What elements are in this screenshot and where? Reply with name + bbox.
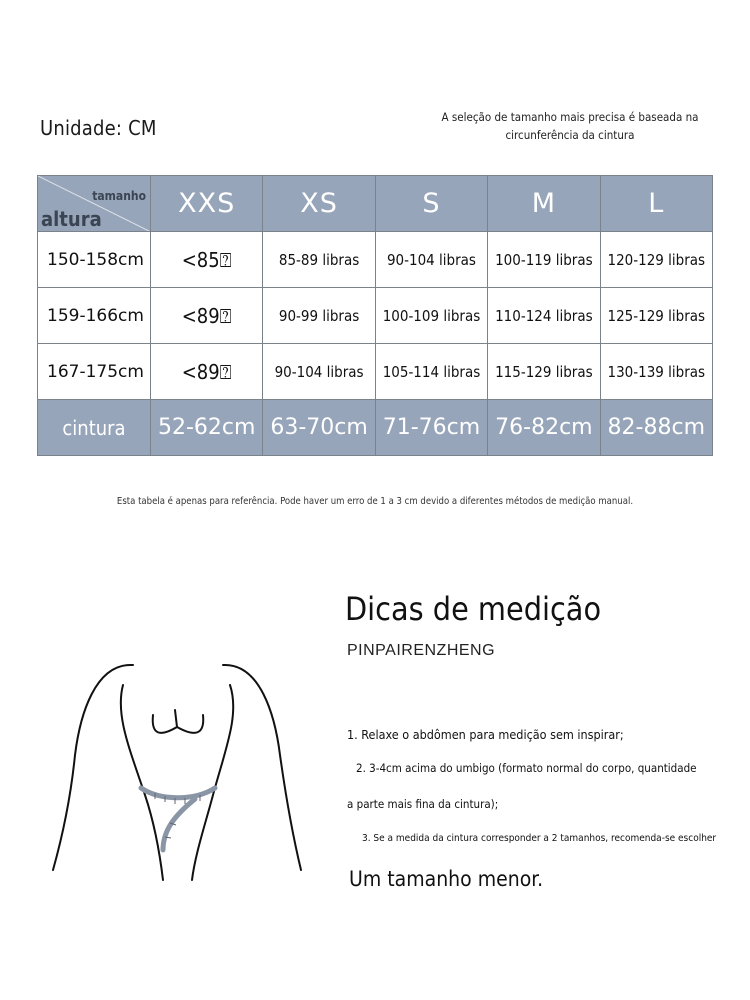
weight-cell: <85⍰ [151, 232, 263, 288]
tip-line-4: Um tamanho menor. [349, 867, 544, 891]
weight-cell: 90-104 libras [263, 344, 375, 400]
left-torso-outline [121, 685, 163, 880]
table-row [38, 344, 713, 400]
height-cell: 159-166cm [38, 288, 151, 344]
size-header-row [38, 176, 713, 232]
chest-outline [153, 715, 204, 733]
size-table [37, 175, 713, 456]
weight-cell: 110-124 libras [488, 288, 600, 344]
reference-note: Esta tabela é apenas para referência. Pode haver um erro de 1 a 3 cm devido a diferentes métodos de medição manual. [116, 496, 634, 507]
size-xs: XS [263, 176, 375, 232]
weight-cell: 125-129 libras [600, 288, 712, 344]
body-measurement-figure [45, 655, 310, 890]
waist-value: 71-76cm [375, 400, 487, 456]
table-row [38, 232, 713, 288]
weight-cell: <89⍰ [151, 344, 263, 400]
weight-cell: 120-129 libras [600, 232, 712, 288]
right-torso-outline [192, 685, 233, 880]
right-arm-outline [223, 665, 301, 870]
table-row [38, 288, 713, 344]
top-note: A seleção de tamanho mais precisa é baseada na circunferência da cintura [441, 110, 699, 142]
waist-row [38, 400, 713, 456]
weight-cell: 130-139 libras [600, 344, 712, 400]
corner-cell [38, 176, 151, 232]
weight-cell: 90-104 libras [375, 232, 487, 288]
weight-cell: 85-89 libras [263, 232, 375, 288]
size-l: L [600, 176, 712, 232]
waist-value: 63-70cm [263, 400, 375, 456]
waist-value: 76-82cm [488, 400, 600, 456]
unit-label: Unidade: CM [40, 116, 157, 140]
tip-line-1: 1. Relaxe o abdômen para medição sem inspirar; [347, 727, 624, 742]
sternum-line [175, 710, 177, 727]
corner-height-label: altura [41, 207, 102, 231]
tips-title: Dicas de medição [345, 590, 602, 628]
height-cell: 167-175cm [38, 344, 151, 400]
weight-cell: <89⍰ [151, 288, 263, 344]
corner-size-label: tamanho [92, 189, 146, 203]
tip-line-2b: a parte mais fina da cintura); [347, 797, 499, 811]
tip-line-3: 3. Se a medida da cintura corresponder a 2 tamanhos, recomenda-se escolher [362, 833, 717, 844]
tips-subtitle: PINPAIRENZHENG [347, 642, 496, 659]
height-cell: 150-158cm [38, 232, 151, 288]
waist-label: cintura [38, 400, 151, 456]
weight-cell: 100-119 libras [488, 232, 600, 288]
weight-cell: 100-109 libras [375, 288, 487, 344]
tip-line-2: 2. 3-4cm acima do umbigo (formato normal do corpo, quantidade [356, 761, 697, 775]
weight-cell: 90-99 libras [263, 288, 375, 344]
size-xxs: XXS [151, 176, 263, 232]
size-s: S [375, 176, 487, 232]
weight-cell: 105-114 libras [375, 344, 487, 400]
size-m: M [488, 176, 600, 232]
waist-value: 82-88cm [600, 400, 712, 456]
weight-cell: 115-129 libras [488, 344, 600, 400]
waist-value: 52-62cm [151, 400, 263, 456]
